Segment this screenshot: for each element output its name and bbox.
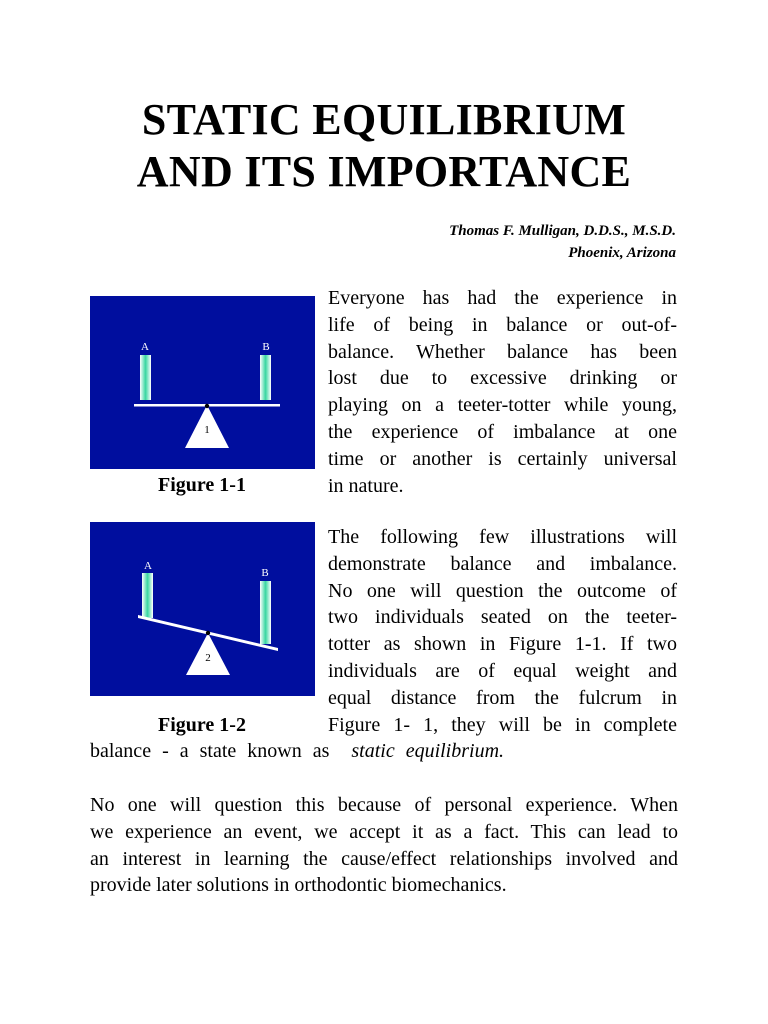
byline [449,220,676,264]
paragraph-2-line: The following few illustrations will [328,526,677,548]
paragraph-1-line: playing on a teeter-totter while young, [328,394,677,417]
paragraph-3-line: we experience an event, we accept it as a fact. This can lead to [90,820,678,843]
page-title [0,94,768,198]
figure-1-2-diagram [90,522,315,696]
paragraph-2-final-line [90,738,690,765]
paragraph-2-final-text: balance - a state known as [90,740,330,762]
fig2-pivot [206,631,210,635]
figure-1-2 [90,522,315,696]
paragraph-3 [90,792,678,899]
paragraph-1-line: in nature. [328,474,404,497]
location: Phoenix, Arizona [568,245,676,261]
paragraph-1-line: lost due to excessive drinking or [328,367,677,390]
fig2-label-b: B [261,567,269,579]
fig1-fulcrum-number: 1 [204,424,210,436]
fig1-pivot [205,404,209,408]
paragraph-2-line: Figure 1- 1, they will be in complete [328,713,677,736]
title-line-1: STATIC EQUILIBRIUM [141,95,627,144]
paragraph-3-line: an interest in learning the cause/effect relationships involved and [90,847,678,870]
figure-1-1-diagram [90,296,315,469]
fig2-fulcrum-number: 2 [205,652,211,664]
fig1-weight-a [140,355,151,400]
fig1-label-a: A [141,341,149,353]
paragraph-3-line: provide later solutions in orthodontic biomechanics. [90,874,507,897]
paragraph-1-line: life of being in balance or out-of- [328,313,677,336]
fig2-weight-a [142,573,153,618]
paragraph-1-line: Everyone has had the experience in [328,287,677,309]
paragraph-1 [328,285,677,499]
author: Thomas F. Mulligan, D.D.S., M.S.D. [449,223,676,239]
paragraph-1-line: balance. Whether balance has been [328,340,677,363]
paragraph-1-line: time or another is certainly universal [328,447,677,470]
figure-1-1-caption: Figure 1-1 [158,474,246,496]
paragraph-2-line: individuals are of equal weight and [328,659,677,682]
paragraph-2 [328,524,677,738]
paragraph-2-line: equal distance from the fulcrum in [328,686,677,709]
static-equilibrium-term: static equilibrium. [351,740,505,762]
paragraph-2-line: No one will question the outcome of [328,579,677,602]
fig1-weight-b [260,355,271,400]
paragraph-1-line: the experience of imbalance at one [328,420,677,443]
paragraph-2-line: demonstrate balance and imbalance. [328,552,677,575]
paragraph-2-line: two individuals seated on the teeter- [328,606,677,629]
fig2-weight-b [260,581,271,644]
figure-1-1 [90,296,315,469]
paragraph-2-line: totter as shown in Figure 1-1. If two [328,633,677,656]
fig2-label-a: A [144,560,152,572]
title-line-2: AND ITS IMPORTANCE [136,147,632,196]
paragraph-3-line: No one will question this because of personal experience. When [90,794,678,816]
fig1-label-b: B [262,341,270,353]
figure-1-2-caption: Figure 1-2 [158,714,246,736]
